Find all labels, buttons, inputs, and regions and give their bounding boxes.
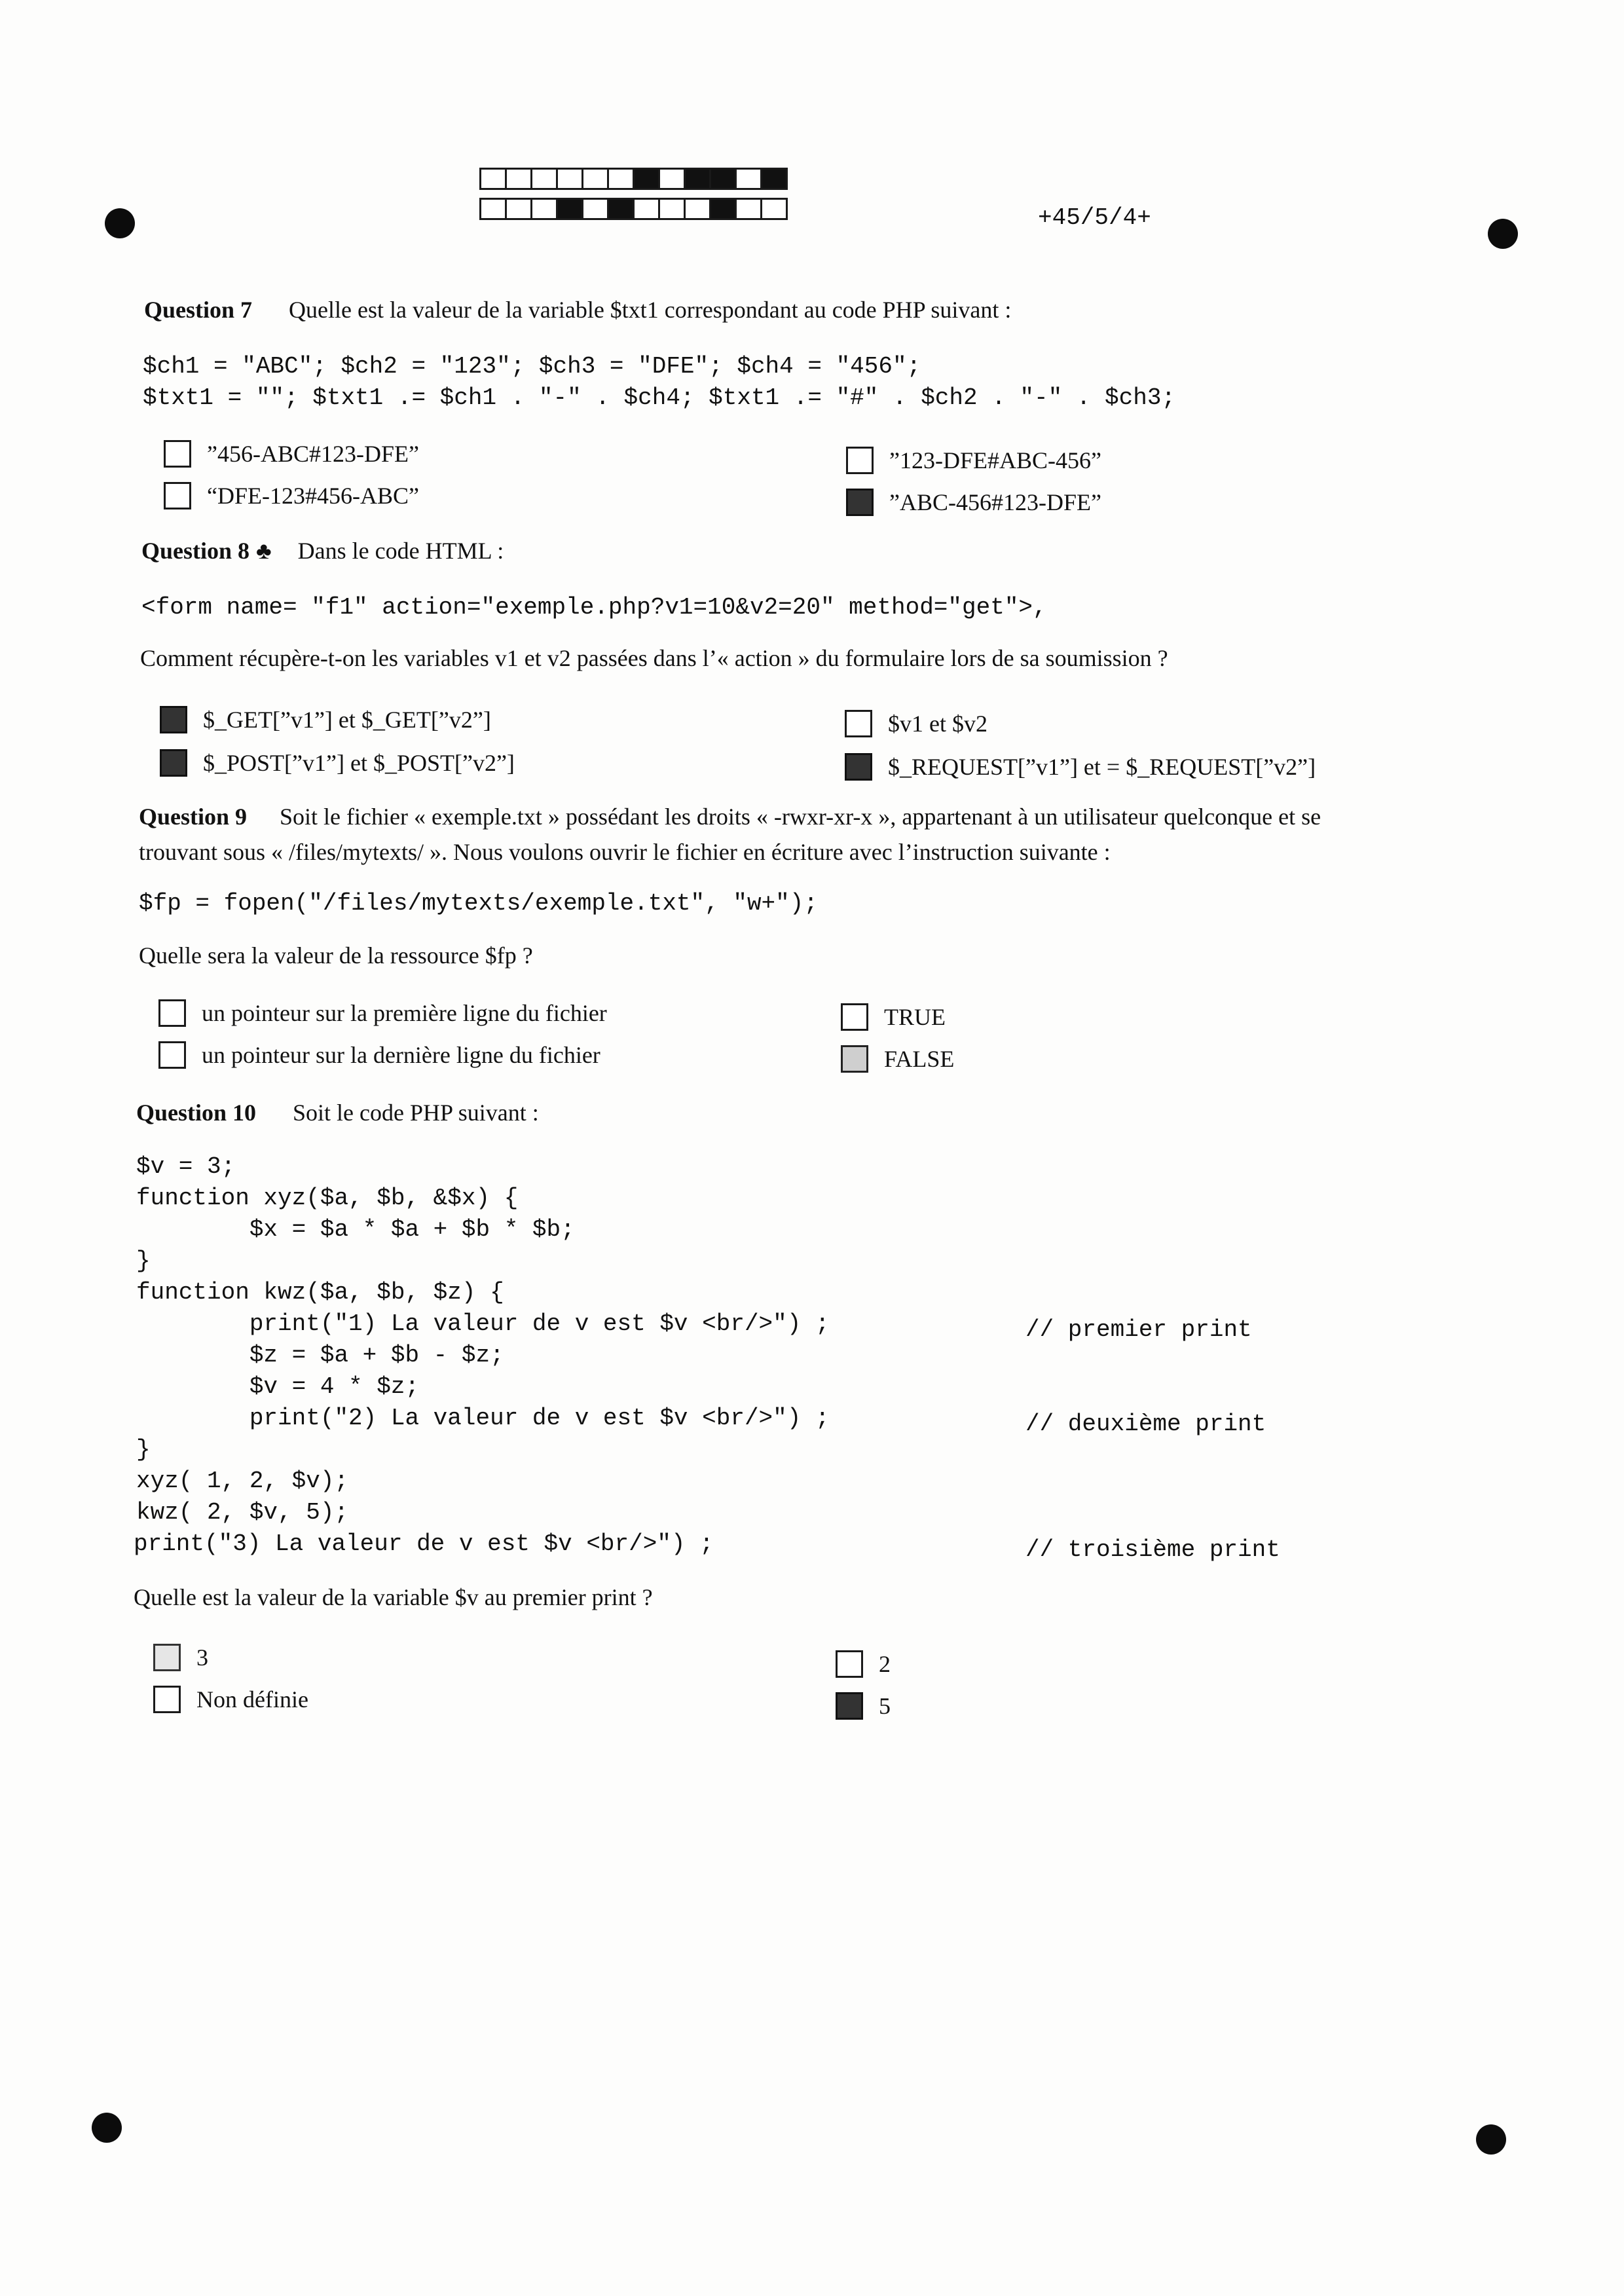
code-line: print("1) La valeur de v est $v <br/>") ; — [136, 1310, 830, 1337]
id-cell-empty — [633, 198, 660, 220]
option-label: un pointeur sur la dernière ligne du fichier — [202, 1042, 600, 1068]
checkbox[interactable] — [836, 1650, 863, 1678]
id-cell-empty — [530, 198, 558, 220]
option-label: $v1 et $v2 — [888, 711, 987, 737]
answer-option[interactable] — [158, 1041, 600, 1069]
option-label: FALSE — [884, 1046, 955, 1072]
id-cell-empty — [735, 198, 762, 220]
answer-option[interactable] — [153, 1686, 308, 1713]
id-cell-filled — [633, 168, 660, 190]
option-label: TRUE — [884, 1004, 946, 1030]
option-label: ”123-DFE#ABC-456” — [889, 447, 1101, 473]
option-label: Non définie — [196, 1686, 308, 1713]
id-cell-empty — [505, 198, 532, 220]
option-label: ”ABC-456#123-DFE” — [889, 489, 1101, 515]
answer-option[interactable] — [158, 999, 607, 1027]
option-label: ”456-ABC#123-DFE” — [207, 441, 419, 467]
registration-mark-bottom-left — [92, 2113, 122, 2143]
option-label: 5 — [879, 1693, 891, 1719]
code-line: $v = 3; — [136, 1153, 236, 1180]
checkbox-erased[interactable] — [841, 1045, 868, 1073]
checkbox-checked[interactable] — [846, 489, 874, 516]
id-cell-empty — [735, 168, 762, 190]
page-code: +45/5/4+ — [1038, 204, 1151, 231]
option-label: “DFE-123#456-ABC” — [207, 483, 419, 509]
question-prompt: Soit le fichier « exemple.txt » possédant les droits « -rwxr-xr-x », appartenant à un utilisateur quelconque et se — [280, 804, 1321, 830]
id-cell-filled — [760, 168, 788, 190]
code-line: $v = 4 * $z; — [136, 1373, 420, 1400]
checkbox-checked[interactable] — [845, 753, 872, 781]
id-cell-empty — [581, 198, 609, 220]
id-cell-filled — [684, 168, 711, 190]
checkbox[interactable] — [845, 710, 872, 737]
code-line: $z = $a + $b - $z; — [136, 1342, 504, 1369]
club-icon: ♣ — [256, 538, 272, 564]
code-line: xyz( 1, 2, $v); — [136, 1468, 349, 1494]
answer-option[interactable] — [164, 440, 419, 468]
question-10-header — [136, 1099, 539, 1126]
question-number: Question 8 — [141, 538, 250, 564]
question-number: Question 10 — [136, 1100, 257, 1126]
code-line: kwz( 2, $v, 5); — [136, 1499, 349, 1526]
option-label: 3 — [196, 1644, 208, 1671]
checkbox[interactable] — [164, 440, 191, 468]
answer-option[interactable] — [845, 710, 987, 737]
code-line: } — [136, 1436, 151, 1463]
question-text: Quelle est la valeur de la variable $v au premier print ? — [134, 1584, 653, 1610]
question-prompt: Dans le code HTML : — [297, 538, 504, 564]
id-cell-empty — [530, 168, 558, 190]
registration-mark-bottom-right — [1476, 2124, 1506, 2155]
id-cell-empty — [658, 198, 686, 220]
question-9-header — [139, 803, 1321, 830]
code-line: $txt1 = ""; $txt1 .= $ch1 . "-" . $ch4; $txt1 .= "#" . $ch2 . "-" . $ch3; — [143, 384, 1176, 411]
question-number: Question 9 — [139, 804, 248, 830]
code-line: print("2) La valeur de v est $v <br/>") ; — [136, 1405, 830, 1432]
checkbox[interactable] — [164, 482, 191, 509]
checkbox[interactable] — [841, 1003, 868, 1031]
id-cell-empty — [479, 198, 507, 220]
id-cell-empty — [556, 168, 583, 190]
code-line: } — [136, 1248, 151, 1274]
checkbox-checked[interactable] — [160, 749, 187, 777]
answer-option[interactable] — [836, 1692, 891, 1720]
id-barcode-row-1 — [479, 168, 786, 190]
checkbox[interactable] — [846, 447, 874, 474]
code-line: <form name= "f1" action="exemple.php?v1=10&v2=20" method="get">, — [141, 594, 1047, 621]
option-label: $_POST[”v1”] et $_POST[”v2”] — [203, 750, 515, 776]
answer-option[interactable] — [846, 447, 1101, 474]
question-text: Comment récupère-t-on les variables v1 et v2 passées dans l’« action » du formulaire lors de sa soumission ? — [140, 645, 1168, 671]
option-label: $_REQUEST[”v1”] et = $_REQUEST[”v2”] — [888, 754, 1316, 780]
option-label: $_GET[”v1”] et $_GET[”v2”] — [203, 707, 491, 733]
answer-option[interactable] — [846, 489, 1101, 516]
id-barcode-row-2 — [479, 198, 786, 220]
answer-option[interactable] — [164, 482, 419, 509]
checkbox-checked[interactable] — [836, 1692, 863, 1720]
checkbox[interactable] — [153, 1644, 181, 1671]
code-line: $ch1 = "ABC"; $ch2 = "123"; $ch3 = "DFE"; $ch4 = "456"; — [143, 353, 921, 380]
registration-mark-top-left — [105, 208, 135, 238]
option-label: un pointeur sur la première ligne du fichier — [202, 1000, 607, 1026]
code-line: $x = $a * $a + $b * $b; — [136, 1216, 575, 1243]
code-comment: // troisième print — [1025, 1536, 1280, 1563]
id-cell-filled — [607, 198, 635, 220]
registration-mark-top-right — [1488, 219, 1518, 249]
id-cell-empty — [658, 168, 686, 190]
code-line: $fp = fopen("/files/mytexts/exemple.txt", "w+"); — [139, 890, 818, 917]
checkbox[interactable] — [153, 1686, 181, 1713]
question-number: Question 7 — [144, 297, 253, 323]
code-line: function xyz($a, $b, &$x) { — [136, 1185, 519, 1212]
id-cell-empty — [505, 168, 532, 190]
answer-option[interactable] — [153, 1644, 208, 1671]
code-comment: // deuxième print — [1025, 1411, 1266, 1437]
id-cell-empty — [760, 198, 788, 220]
id-cell-filled — [709, 168, 737, 190]
code-line: function kwz($a, $b, $z) { — [136, 1279, 504, 1306]
code-line: print("3) La valeur de v est $v <br/>") ; — [134, 1530, 714, 1557]
answer-option[interactable] — [845, 753, 1316, 781]
question-8-header — [141, 537, 504, 565]
answer-option[interactable] — [160, 706, 491, 733]
id-cell-empty — [607, 168, 635, 190]
answer-option[interactable] — [841, 1003, 946, 1031]
id-cell-empty — [479, 168, 507, 190]
id-cell-empty — [684, 198, 711, 220]
id-cell-filled — [556, 198, 583, 220]
answer-option[interactable] — [160, 749, 515, 777]
answer-option[interactable] — [841, 1045, 954, 1073]
id-cell-filled — [709, 198, 737, 220]
checkbox-checked[interactable] — [160, 706, 187, 733]
question-prompt: Soit le code PHP suivant : — [293, 1100, 539, 1126]
question-prompt: Quelle est la valeur de la variable $txt1 correspondant au code PHP suivant : — [289, 297, 1012, 323]
checkbox[interactable] — [158, 1041, 186, 1069]
option-label: 2 — [879, 1651, 891, 1677]
question-prompt-continued: trouvant sous « /files/mytexts/ ». Nous voulons ouvrir le fichier en écriture avec l’instruction suivante : — [139, 839, 1111, 865]
answer-option[interactable] — [836, 1650, 891, 1678]
code-comment: // premier print — [1025, 1316, 1252, 1343]
question-text: Quelle sera la valeur de la ressource $fp ? — [139, 942, 533, 969]
question-7-header — [144, 296, 1011, 324]
id-cell-empty — [581, 168, 609, 190]
checkbox[interactable] — [158, 999, 186, 1027]
